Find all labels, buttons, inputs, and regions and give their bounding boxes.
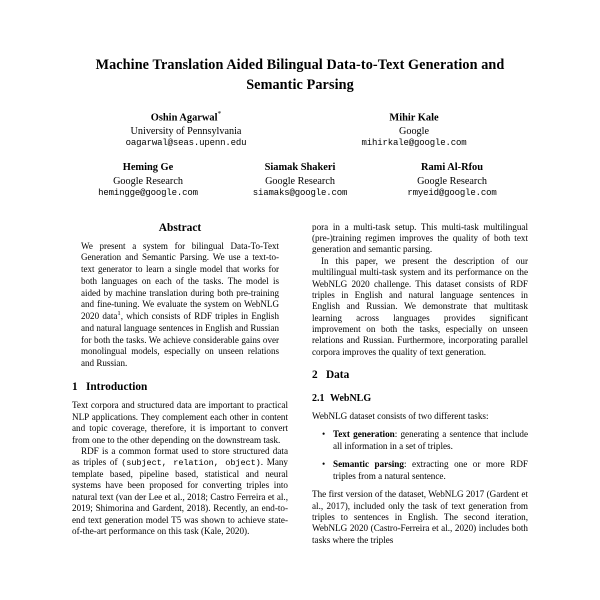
author-email[interactable]: siamaks@google.com	[252, 187, 348, 198]
author-name	[300, 109, 528, 125]
author-block	[72, 161, 224, 199]
author-marker: *	[217, 109, 222, 119]
author-affiliation: Google Research	[113, 175, 183, 187]
bullet-icon: •	[322, 429, 326, 440]
task-bullet-list	[312, 429, 528, 482]
author-block	[224, 161, 376, 199]
section-number: 2	[312, 369, 318, 382]
right-paragraph-1: pora in a multi-task setup. This multi-task multilingual (pre-)training regimen improves the quality of both text generation and semantic parsing.	[312, 221, 528, 255]
right-paragraph-3: The first version of the dataset, WebNLG 2017 (Gardent et al., 2017), included only the task of text generation from triples to sentences in English. The second iteration, WebNLG 2020 (Castro-Ferreira et al., 2020) includes both tasks where the triples	[312, 489, 528, 545]
bullet-icon: •	[322, 459, 326, 470]
list-item	[322, 459, 528, 482]
page-title: Machine Translation Aided Bilingual Data-to-Text Generation and Semantic Parsing	[95, 57, 505, 93]
rdf-text-part2: . Many template based, pipeline based, statistical and neural systems have been proposed for converting triples into natural text (van der Lee et al., 2018; Castro Ferreira et al., 2019; Shimorina and Gardent, 2018). Recently, an end-to-end text generation model T5 was shown to achieve state-of-the-art performance on this task (Kale, 2020).	[72, 457, 288, 536]
left-column	[72, 222, 300, 547]
bullet-label: Text generation	[333, 429, 395, 440]
bullet-label: Semantic parsing	[333, 459, 404, 470]
abstract-section	[72, 222, 288, 370]
intro-paragraph-1: Text corpora and structured data are important to practical NLP applications. They complement each other in content and topic coverage, therefore, it is important to convert from one to the other depending on the downstream task.	[72, 400, 288, 445]
author-email[interactable]: oagarwal@seas.upenn.edu	[125, 138, 247, 149]
author-name: Heming Ge	[122, 162, 174, 174]
footnote-marker[interactable]: 1	[117, 310, 121, 318]
author-row-2	[72, 161, 528, 199]
list-item	[322, 429, 528, 452]
author-affiliation: University of Pennsylvania	[130, 126, 242, 138]
abstract-text-part2: , which consists of RDF triples in English and natural language sentences in English and Russian for both the tasks. We achieve considerable gains over monolingual models, especially on unseen relations and Russian.	[81, 311, 279, 369]
bullet-text: : generating a sentence that include all information in a set of triples.	[333, 429, 528, 451]
author-affiliation: Google Research	[417, 175, 487, 187]
section-title: Introduction	[86, 380, 148, 393]
author-name: Siamak Shakeri	[264, 162, 336, 174]
author-row-1	[72, 109, 528, 150]
section-heading-data	[312, 369, 528, 383]
bullet-text: : extracting one or more RDF triples from a natural sentence.	[333, 459, 528, 481]
abstract-heading: Abstract	[158, 221, 202, 234]
author-affiliation: Google	[399, 126, 429, 138]
author-name: Rami Al-Rfou	[420, 162, 484, 174]
right-paragraph-2: In this paper, we present the description of our multilingual multi-task system and its performance on the WebNLG 2020 challenge. This dataset consists of RDF triples in English and natural language sentences in English and Russian. We demonstrate that multitask learning across languages provides significant improvement on both the tasks, especially on unseen relations and Russian. Furthermore, incorporating parallel corpora improves the quality of text generation.	[312, 255, 528, 357]
author-block	[376, 161, 528, 199]
author-email[interactable]: rmyeid@google.com	[407, 187, 497, 198]
author-name-text: Oshin Agarwal	[150, 112, 218, 124]
section-number: 1	[72, 380, 78, 393]
author-affiliation: Google Research	[265, 175, 335, 187]
abstract-text	[81, 241, 279, 370]
subsection-number: 2.1	[312, 392, 325, 404]
rdf-triple-code: (subject, relation, object)	[121, 458, 261, 469]
author-email[interactable]: mihirkale@google.com	[361, 138, 467, 149]
section-heading-introduction	[72, 381, 288, 395]
rdf-text-part1: RDF is a common format used to store structured data as triples of	[72, 445, 288, 468]
author-name	[72, 109, 300, 125]
author-block	[300, 109, 528, 150]
author-block	[72, 109, 300, 150]
body-columns	[72, 222, 528, 547]
subsection-title: WebNLG	[330, 392, 372, 404]
abstract-text-part1: We present a system for bilingual Data-To-Text Generation and Semantic Parsing. We use a text-to-text generator to learn a single model that works for both languages on each of the tasks. The model is aided by machine translation during both pre-training and fine-tuning. We evaluate the system on WebNLG 2020 data	[81, 240, 279, 322]
author-name-text: Mihir Kale	[389, 112, 439, 124]
webnlg-intro-line: WebNLG dataset consists of two different tasks:	[312, 410, 489, 421]
intro-paragraph-2	[72, 446, 288, 537]
section-title: Data	[326, 369, 350, 382]
subsection-heading-webnlg	[312, 393, 528, 405]
author-email[interactable]: hemingge@google.com	[98, 187, 198, 198]
right-column	[300, 222, 528, 547]
